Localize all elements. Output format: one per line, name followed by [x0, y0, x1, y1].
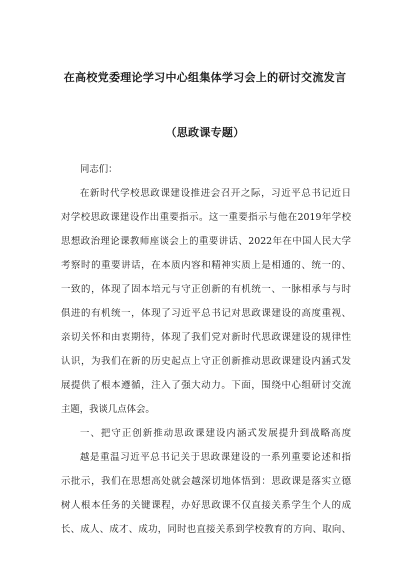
- document-subtitle: （思政课专题）: [165, 126, 245, 139]
- paragraph-line: 长、成人、成才、成功，同时也直接关系到学校教育的方向、取向、: [61, 524, 351, 535]
- paragraph-line: 俱进的有机统一，体现了习近平总书记对思政课建设的高度重视、: [61, 308, 351, 319]
- paragraph-line: 展提供了根本遵循，注入了强大动力。下面，围绕中心组研讨交流: [61, 380, 351, 391]
- document-title: 在高校党委理论学习中心组集体学习会上的研讨交流发言: [63, 71, 347, 84]
- paragraph-line: 认识，为我们在新的历史起点上守正创新推动思政课建设内涵式发: [61, 356, 351, 367]
- paragraph-line: 在新时代学校思政课建设推进会召开之际，习近平总书记近日: [80, 188, 351, 199]
- paragraph-line: 树人根本任务的关键课程，办好思政课不仅直接关系学生个人的成: [61, 500, 351, 511]
- paragraph-line: 亲切关怀和由衷期待，体现了我们党对新时代思政课建设的规律性: [61, 332, 351, 343]
- salutation: 同志们：: [80, 164, 118, 175]
- paragraph-line: 主题，我谈几点体会。: [61, 404, 155, 415]
- paragraph-line: 一致的，体现了固本培元与守正创新的有机统一、一脉相承与与时: [61, 284, 351, 295]
- paragraph-line: 对学校思政课建设作出重要指示。这一重要指示与他在2019年学校: [61, 212, 351, 223]
- paragraph-line: 考察时的重要讲话，在本质内容和精神实质上是相通的、统一的、: [61, 260, 351, 271]
- paragraph-line: 示批示，我们在思想高处就会越深切地体悟到：思政课是落实立德: [61, 476, 351, 487]
- section-heading: 一、把守正创新推动思政课建设内涵式发展提升到战略高度: [80, 428, 351, 439]
- paragraph-line: 越是重温习近平总书记关于思政课建设的一系列重要论述和指: [80, 452, 351, 463]
- paragraph-line: 思想政治理论课教师座谈会上的重要讲话、2022年在中国人民大学: [61, 236, 351, 247]
